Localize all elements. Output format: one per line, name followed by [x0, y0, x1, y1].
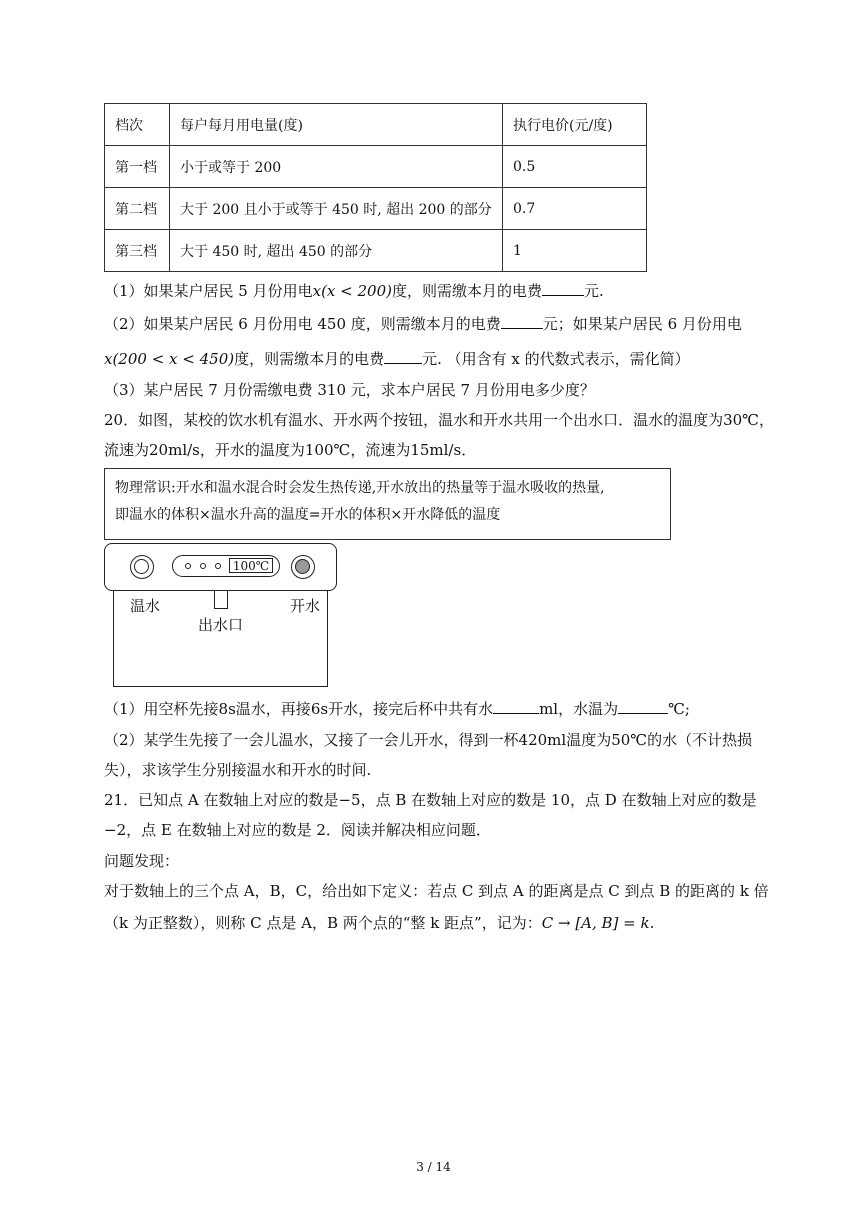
math-expression: C → [A, B] = k [541, 914, 650, 932]
text: （2）如果某户居民 6 月份用电 450 度，则需缴本月的电费 [104, 315, 501, 333]
value: 15ml/s [410, 441, 462, 459]
q20-sub2-line1 [104, 730, 752, 750]
indicator-dot-icon [215, 563, 221, 569]
text: ，流速为 [350, 441, 411, 459]
answer-blank [384, 349, 422, 364]
value: −5 [338, 791, 361, 809]
unit: ml [539, 700, 559, 718]
q21-line1 [104, 790, 757, 810]
text: （k 为正整数），则称 C 点是 A，B 两个点的“整 k 距点”，记为： [104, 914, 542, 932]
physics-note-line: 即温水的体积×温水升高的温度=开水的体积×开水降低的温度 [115, 507, 501, 523]
table-cell: 大于 200 且小于或等于 450 时, 超出 200 的部分 [170, 188, 503, 230]
q20-line1 [104, 410, 774, 430]
answer-blank [542, 281, 584, 296]
table-cell: 1 [503, 230, 647, 272]
text: 温水，再接 [235, 700, 311, 718]
physics-note-line: 物理常识:开水和温水混合时会发生热传递,开水放出的热量等于温水吸收的热量, [115, 480, 605, 496]
q19-part1 [104, 281, 604, 301]
text: （1）用空杯先接 [104, 700, 219, 718]
math-expression: x(x < 200) [312, 282, 392, 300]
q19-part2-line1 [104, 314, 742, 334]
q21-line3: 问题发现： [104, 852, 180, 870]
text: 21．已知点 A 在数轴上对应的数是 [104, 791, 339, 809]
q21-line5 [104, 913, 654, 933]
q21-line4: 对于数轴上的三个点 A，B，C，给出如下定义：若点 C 到点 A 的距离是点 C 到点 B 的距离的 k 倍 [104, 882, 769, 900]
indicator-dot-icon [185, 563, 191, 569]
table-header-cell: 档次 [105, 104, 170, 146]
text: ，水温为 [558, 700, 619, 718]
table-row [105, 146, 647, 188]
text: 元；如果某户居民 6 月份用电 [542, 315, 742, 333]
text: ，点 E 在数轴上对应的数是 2．阅读并解决相应问题． [126, 821, 491, 839]
text: 度，则需缴本月的电费 [391, 282, 542, 300]
value: 8s [218, 700, 236, 718]
value: 50℃ [611, 731, 648, 749]
table-header-cell: 执行电价(元/度) [503, 104, 647, 146]
hot-water-label: 开水 [290, 597, 321, 615]
text: ，开水的温度为 [199, 441, 305, 459]
page-number: 3 / 14 [416, 1160, 451, 1174]
indicator-dot-icon [200, 563, 206, 569]
value: 100℃ [304, 441, 351, 459]
text: 的水（不计热损 [647, 731, 753, 749]
table-cell: 0.7 [503, 188, 647, 230]
q20-sub1 [104, 699, 690, 719]
value: 30℃ [723, 411, 759, 429]
warm-water-button-icon [130, 555, 154, 579]
text: （1）如果某户居民 5 月份用电 [104, 282, 313, 300]
price-table [104, 103, 647, 272]
text: 开水，接完后杯中共有水 [328, 700, 494, 718]
text: 20．如图，某校的饮水机有温水、开水两个按钮，温水和开水共用一个出水口．温水的温度为 [104, 411, 724, 429]
table-cell: 第一档 [105, 146, 170, 188]
math-expression: x(200 < x < 450) [104, 350, 235, 368]
q20-line2 [104, 440, 476, 460]
text: ，点 B 在数轴上对应的数是 10，点 D 在数轴上对应的数是 [360, 791, 757, 809]
water-outlet-icon [214, 591, 228, 609]
control-panel [172, 555, 280, 577]
table-cell: 第三档 [105, 230, 170, 272]
text: 温度为 [566, 731, 612, 749]
text: （2）某学生先接了一会儿温水，又接了一会儿开水，得到一杯 [104, 731, 519, 749]
table-row [105, 230, 647, 272]
text: 元. （用含有 x 的代数式表示，需化简） [422, 350, 690, 368]
text: 度，则需缴本月的电费 [234, 350, 385, 368]
unit: ℃; [668, 700, 690, 718]
table-header-row [105, 104, 647, 146]
temperature-display: 100℃ [229, 558, 273, 573]
text: 流速为 [104, 441, 150, 459]
table-cell: 小于或等于 200 [170, 146, 503, 188]
value: 20ml/s [149, 441, 200, 459]
table-cell: 第二档 [105, 188, 170, 230]
text: . [649, 914, 655, 932]
value: −2 [104, 821, 127, 839]
value: 6s [310, 700, 329, 718]
table-cell: 大于 450 时, 超出 450 的部分 [170, 230, 503, 272]
value: 420ml [518, 731, 567, 749]
q21-line2 [104, 820, 491, 840]
answer-blank [493, 699, 539, 714]
hot-water-button-icon [291, 555, 315, 579]
table-header-cell: 每户每月用电量(度) [170, 104, 503, 146]
answer-blank [618, 699, 668, 714]
outlet-label: 出水口 [198, 616, 244, 634]
table-cell: 0.5 [503, 146, 647, 188]
text: ． [461, 441, 477, 459]
q19-part2-line2 [104, 349, 690, 369]
physics-note-box [104, 468, 671, 540]
table-row [105, 188, 647, 230]
text: ， [758, 411, 774, 429]
q20-sub2-line2: 失），求该学生分别接温水和开水的时间. [104, 761, 372, 779]
warm-water-label: 温水 [130, 597, 161, 615]
text: 元. [584, 282, 604, 300]
q19-part3: （3）某户居民 7 月份需缴电费 310 元，求本户居民 7 月份用电多少度？ [104, 381, 595, 399]
answer-blank [501, 314, 543, 329]
